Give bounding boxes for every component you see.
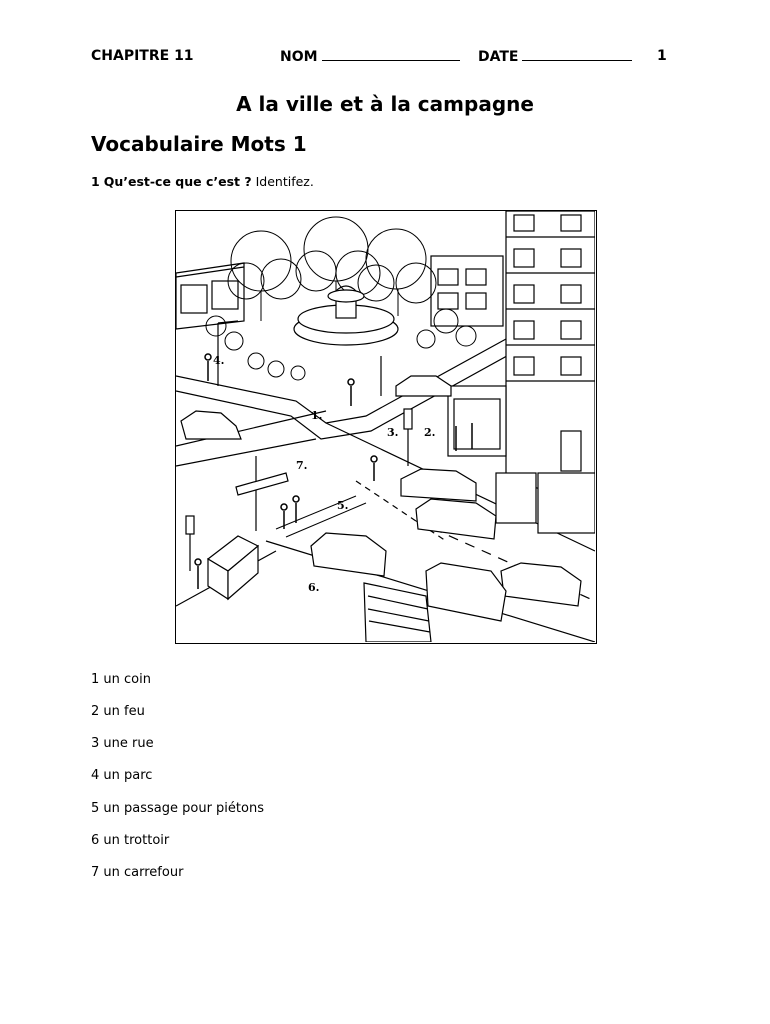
callout-1: 1. bbox=[311, 409, 323, 422]
tall-building bbox=[448, 211, 595, 501]
date-label: DATE bbox=[478, 49, 519, 65]
answer-item-1: 1 un coin bbox=[91, 672, 151, 687]
name-blank-line bbox=[322, 48, 460, 61]
back-building bbox=[431, 256, 503, 326]
crosswalk bbox=[276, 496, 366, 537]
chapter-label: CHAPITRE 11 bbox=[91, 48, 194, 64]
name-label: NOM bbox=[280, 49, 318, 65]
metro-entrance bbox=[364, 583, 431, 642]
name-field bbox=[280, 48, 460, 65]
answer-item-3: 3 une rue bbox=[91, 736, 154, 751]
date-field bbox=[478, 48, 632, 65]
callout-7: 7. bbox=[296, 459, 308, 472]
answer-item-5: 5 un passage pour piétons bbox=[91, 801, 264, 816]
callout-3: 3. bbox=[387, 426, 399, 439]
answer-item-7: 7 un carrefour bbox=[91, 865, 184, 880]
callout-5: 5. bbox=[337, 499, 349, 512]
exercise-number: 1 bbox=[91, 174, 100, 189]
section-title: Vocabulaire Mots 1 bbox=[91, 132, 307, 156]
newsstand bbox=[208, 536, 258, 599]
page-number: 1 bbox=[657, 48, 667, 64]
callout-6: 6. bbox=[308, 581, 320, 594]
answer-item-6: 6 un trottoir bbox=[91, 833, 170, 848]
exercise-instruction bbox=[91, 174, 314, 189]
exercise-task: Identifez. bbox=[255, 174, 314, 189]
date-blank-line bbox=[522, 48, 632, 61]
answer-item-2: 2 un feu bbox=[91, 704, 145, 719]
answer-item-4: 4 un parc bbox=[91, 768, 153, 783]
city-illustration bbox=[175, 210, 597, 644]
callout-4: 4. bbox=[213, 354, 225, 367]
fountain bbox=[294, 286, 398, 345]
page-title: A la ville et à la campagne bbox=[236, 92, 534, 116]
callout-2: 2. bbox=[424, 426, 436, 439]
exercise-question: Qu’est-ce que c’est ? bbox=[103, 174, 252, 189]
